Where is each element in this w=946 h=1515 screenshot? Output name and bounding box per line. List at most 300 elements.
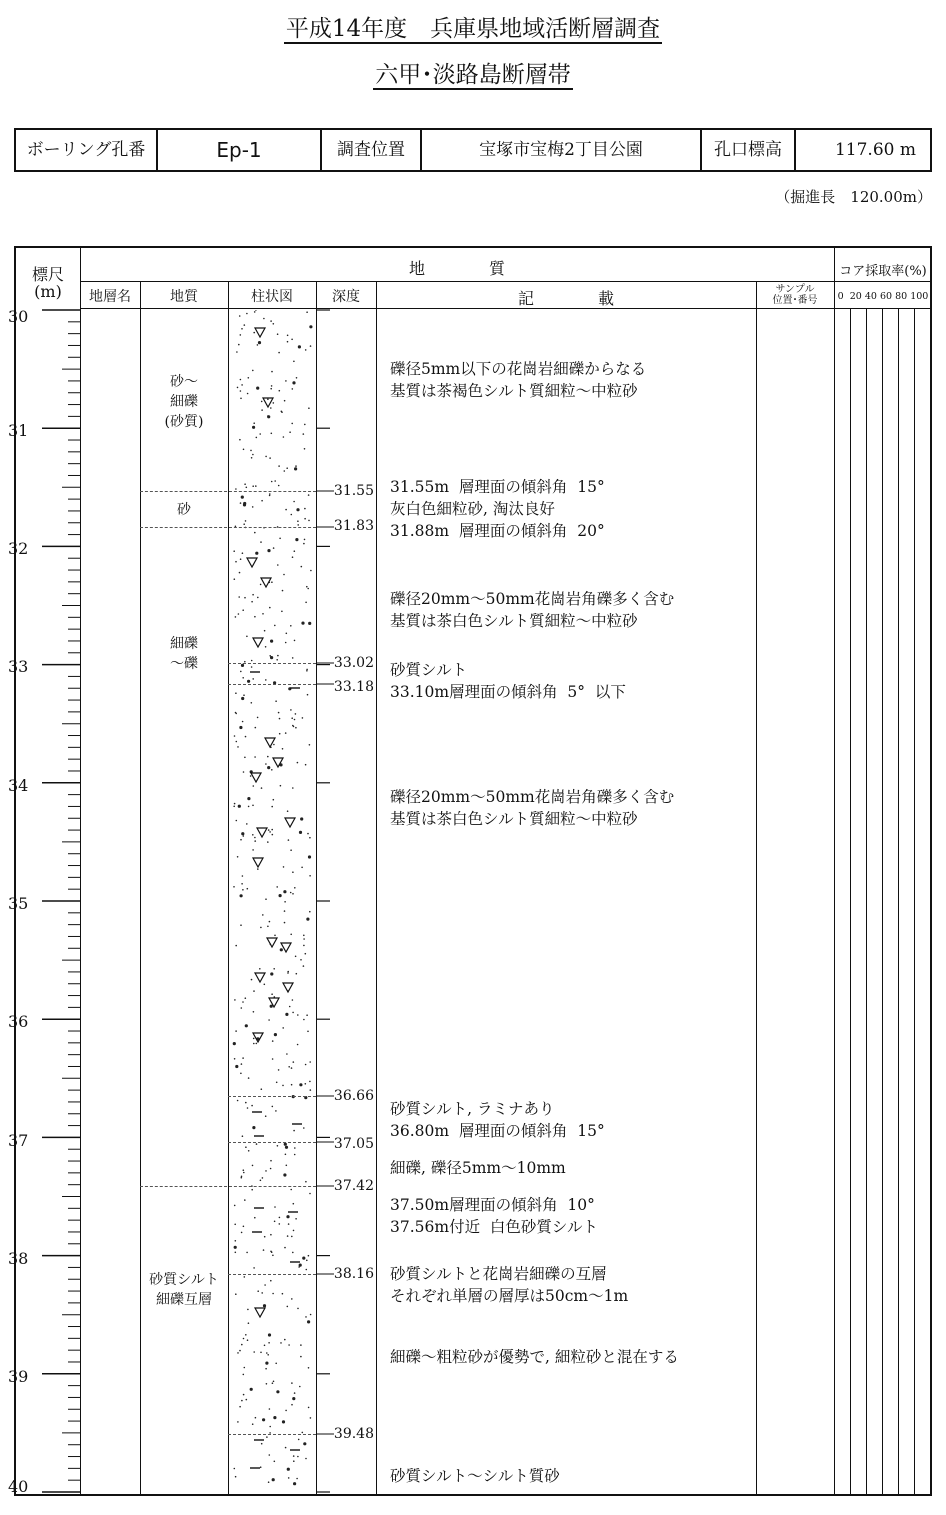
sand-dot bbox=[294, 467, 297, 470]
gravel-mark bbox=[285, 818, 295, 827]
sand-dot bbox=[252, 805, 254, 807]
depth-label: 37.05 bbox=[333, 1136, 374, 1152]
sand-dot bbox=[290, 849, 292, 851]
sand-dot bbox=[270, 1234, 272, 1236]
sand-dot bbox=[239, 315, 241, 317]
sand-dot bbox=[308, 520, 310, 522]
sand-dot bbox=[245, 1102, 247, 1104]
sand-dot bbox=[233, 1042, 236, 1045]
sand-dot bbox=[299, 831, 302, 834]
sand-dot bbox=[241, 697, 244, 700]
sand-dot bbox=[272, 1058, 274, 1060]
sand-dot bbox=[291, 1067, 293, 1069]
sand-dot bbox=[278, 485, 280, 487]
sand-dot bbox=[253, 1267, 255, 1269]
sand-dot bbox=[298, 1439, 300, 1441]
core-grid-80 bbox=[898, 308, 899, 1494]
boundary-37-05 bbox=[228, 1142, 316, 1143]
gravel-mark bbox=[265, 738, 275, 747]
sand-dot bbox=[307, 833, 309, 835]
sand-dot bbox=[233, 550, 235, 552]
sand-dot bbox=[241, 496, 244, 499]
location-value: 宝塚市宝梅2丁目公園 bbox=[422, 130, 702, 170]
sand-dot bbox=[252, 1423, 254, 1425]
sand-dot bbox=[243, 1226, 245, 1228]
sand-dot bbox=[267, 399, 269, 401]
sand-dot bbox=[279, 718, 281, 720]
core-grid-40 bbox=[866, 308, 867, 1494]
sand-dot bbox=[250, 1388, 253, 1391]
sand-dot bbox=[309, 837, 311, 839]
sand-dot bbox=[237, 856, 239, 858]
sand-dot bbox=[297, 520, 299, 522]
sand-dot bbox=[255, 1417, 257, 1419]
sand-dot bbox=[240, 1073, 242, 1075]
sand-dot bbox=[265, 1115, 267, 1117]
sand-dot bbox=[273, 1416, 276, 1419]
sand-dot bbox=[302, 1257, 305, 1260]
gravel-mark bbox=[253, 638, 263, 647]
sand-dot bbox=[234, 1058, 236, 1060]
sand-dot bbox=[274, 1206, 276, 1208]
sand-dot bbox=[253, 1351, 255, 1353]
sand-dot bbox=[248, 806, 250, 808]
sand-dot bbox=[255, 552, 258, 555]
sand-dot bbox=[270, 320, 272, 322]
boundary-33-18 bbox=[228, 684, 316, 685]
sand-dot bbox=[258, 341, 261, 344]
sand-dot bbox=[242, 889, 244, 891]
sand-dot bbox=[256, 387, 259, 390]
sand-dot bbox=[297, 1014, 299, 1016]
sand-dot bbox=[292, 657, 294, 659]
sand-dot bbox=[293, 1061, 295, 1063]
core-grid-60 bbox=[882, 308, 883, 1494]
sand-dot bbox=[292, 556, 294, 558]
sand-dot bbox=[233, 886, 235, 888]
sand-dot bbox=[303, 543, 305, 545]
sand-dot bbox=[266, 1383, 268, 1385]
sand-dot bbox=[236, 741, 238, 743]
sand-dot bbox=[251, 666, 253, 668]
sand-dot bbox=[300, 1344, 302, 1346]
sand-dot bbox=[287, 341, 289, 343]
sand-dot bbox=[290, 709, 292, 711]
sand-dot bbox=[297, 1456, 299, 1458]
sand-dot bbox=[294, 1154, 296, 1156]
sand-dot bbox=[309, 1081, 311, 1083]
sand-dot bbox=[310, 1417, 312, 1419]
sand-dot bbox=[242, 1001, 244, 1003]
sand-dot bbox=[261, 409, 263, 411]
sand-dot bbox=[288, 1344, 290, 1346]
sand-dot bbox=[253, 332, 255, 334]
sand-dot bbox=[251, 1105, 253, 1107]
sand-dot bbox=[274, 1221, 276, 1223]
elevation-value: 117.60 m bbox=[834, 140, 916, 160]
sand-dot bbox=[263, 1249, 265, 1251]
sand-dot bbox=[291, 1236, 293, 1238]
sand-dot bbox=[294, 1392, 296, 1394]
sand-dot bbox=[256, 1043, 258, 1045]
sand-dot bbox=[306, 311, 308, 313]
core-grid-20 bbox=[850, 308, 851, 1494]
sand-dot bbox=[243, 1394, 245, 1396]
gravel-mark bbox=[251, 773, 261, 782]
sand-dot bbox=[305, 953, 307, 955]
sand-dot bbox=[285, 509, 287, 511]
sand-dot bbox=[234, 1205, 236, 1207]
sand-dot bbox=[241, 1063, 243, 1065]
sand-dot bbox=[306, 1014, 308, 1016]
sand-dot bbox=[247, 1339, 249, 1341]
sand-dot bbox=[276, 1082, 278, 1084]
sand-dot bbox=[241, 1400, 243, 1402]
sand-dot bbox=[245, 1146, 247, 1148]
sand-dot bbox=[284, 400, 286, 402]
sand-dot bbox=[294, 640, 296, 642]
sand-dot bbox=[241, 1177, 243, 1179]
depth-label: 37.42 bbox=[333, 1178, 374, 1194]
description: 砂質シルト, ラミナあり 36.80m 層理面の傾斜角 15° bbox=[390, 1100, 605, 1140]
sand-dot bbox=[286, 1053, 288, 1055]
sand-dot bbox=[261, 1443, 263, 1445]
core-recovery-ticks: 0 20 40 60 80 100 bbox=[837, 291, 929, 302]
sand-dot bbox=[257, 344, 259, 346]
sand-dot bbox=[293, 1203, 295, 1205]
sand-dot bbox=[252, 370, 254, 372]
sand-dot bbox=[253, 1043, 255, 1045]
sand-dot bbox=[237, 746, 239, 748]
description: 礫径20mm～50mm花崗岩角礫多く含む 基質は茶白色シルト質細粒～中粒砂 bbox=[390, 788, 675, 828]
boundary-33-02 bbox=[228, 663, 316, 664]
borehole-value: Ep-1 bbox=[158, 130, 322, 170]
sand-dot bbox=[242, 677, 244, 679]
sand-dot bbox=[300, 959, 302, 961]
sand-dot bbox=[242, 552, 244, 554]
sand-dot bbox=[310, 1089, 312, 1091]
sand-dot bbox=[297, 1044, 299, 1046]
sand-dot bbox=[303, 965, 305, 967]
sand-dot bbox=[295, 465, 297, 467]
sand-dot bbox=[240, 390, 242, 392]
sand-dot bbox=[267, 766, 270, 769]
boundary-36-66 bbox=[228, 1096, 316, 1097]
sand-dot bbox=[291, 1084, 293, 1086]
sand-dot bbox=[277, 1145, 279, 1147]
sand-dot bbox=[242, 875, 244, 877]
description: 礫径20mm～50mm花崗岩角礫多く含む 基質は茶白色シルト質細粒～中粒砂 bbox=[390, 590, 675, 630]
description: 砂質シルトと花崗岩細礫の互層 それぞれ単層の層厚は50cm～1m bbox=[390, 1265, 629, 1305]
sand-dot bbox=[247, 888, 249, 890]
sand-dot bbox=[240, 671, 242, 673]
col-divider-description bbox=[756, 282, 757, 1494]
sand-dot bbox=[271, 806, 273, 808]
sand-dot bbox=[238, 805, 241, 808]
sand-dot bbox=[291, 1298, 293, 1300]
sand-dot bbox=[244, 597, 246, 599]
sand-dot bbox=[270, 640, 273, 643]
sand-dot bbox=[285, 1447, 287, 1449]
sand-dot bbox=[260, 584, 262, 586]
sand-dot bbox=[273, 799, 275, 801]
sand-dot bbox=[283, 866, 285, 868]
sand-dot bbox=[301, 566, 303, 568]
sand-dot bbox=[273, 547, 275, 549]
description: 細礫～粗粒砂が優勢で, 細粒砂と混在する bbox=[390, 1348, 679, 1366]
depth-label: 39.48 bbox=[333, 1426, 374, 1442]
sand-dot bbox=[285, 642, 287, 644]
sand-dot bbox=[248, 1322, 250, 1324]
sand-dot bbox=[246, 1252, 248, 1254]
sand-dot bbox=[265, 1362, 268, 1365]
sand-dot bbox=[299, 1083, 302, 1086]
scale-label-32: 32 bbox=[8, 539, 29, 558]
sand-dot bbox=[303, 1442, 306, 1445]
col-divider-depth bbox=[376, 282, 377, 1494]
sand-dot bbox=[270, 1280, 272, 1282]
sand-dot bbox=[274, 1033, 277, 1036]
sand-dot bbox=[242, 609, 244, 611]
sand-dot bbox=[264, 984, 266, 986]
sand-dot bbox=[243, 502, 246, 505]
sand-dot bbox=[287, 1235, 289, 1237]
sand-dot bbox=[262, 613, 264, 615]
sand-dot bbox=[305, 764, 307, 766]
sand-dot bbox=[240, 839, 242, 841]
description: 31.55m 層理面の傾斜角 15° 灰白色細粒砂, 淘汰良好 31.88m 層理面の傾斜角 20° bbox=[390, 478, 605, 540]
sand-dot bbox=[272, 1382, 274, 1384]
sand-dot bbox=[282, 1085, 284, 1087]
sand-dot bbox=[271, 829, 273, 831]
sand-dot bbox=[255, 485, 257, 487]
sand-dot bbox=[267, 549, 270, 552]
sand-dot bbox=[287, 335, 289, 337]
sand-dot bbox=[303, 938, 305, 940]
sand-dot bbox=[293, 1460, 295, 1462]
sand-dot bbox=[288, 1477, 290, 1479]
description: 砂質シルト 33.10m層理面の傾斜角 5° 以下 bbox=[390, 661, 626, 701]
sand-dot bbox=[270, 1160, 272, 1162]
sand-dot bbox=[268, 829, 270, 831]
boundary-31-55 bbox=[140, 491, 316, 492]
sand-dot bbox=[306, 1269, 308, 1271]
sand-dot bbox=[297, 762, 299, 764]
sand-dot bbox=[272, 1478, 275, 1481]
scale-label-30: 30 bbox=[8, 307, 29, 326]
sand-dot bbox=[294, 887, 296, 889]
sand-dot bbox=[241, 883, 243, 885]
sand-dot bbox=[256, 1143, 258, 1145]
scale-ticks bbox=[40, 300, 80, 1500]
sand-dot bbox=[252, 1126, 255, 1129]
layer-name-header: 地層名 bbox=[89, 289, 131, 305]
sand-dot bbox=[307, 1031, 309, 1033]
sand-dot bbox=[241, 832, 244, 835]
sand-dot bbox=[292, 1252, 294, 1254]
sand-dot bbox=[255, 727, 257, 729]
sand-dot bbox=[310, 1314, 312, 1316]
sand-dot bbox=[265, 646, 267, 648]
sand-dot bbox=[272, 1040, 274, 1042]
sand-dot bbox=[255, 310, 257, 311]
sand-dot bbox=[292, 1397, 295, 1400]
sand-dot bbox=[268, 1333, 271, 1336]
sand-dot bbox=[276, 659, 278, 661]
sand-dot bbox=[234, 1468, 236, 1470]
sand-dot bbox=[291, 514, 293, 516]
sand-dot bbox=[298, 345, 301, 348]
col-divider-scale bbox=[80, 248, 81, 1494]
elevation-label: 孔口標高 bbox=[702, 130, 796, 170]
sand-dot bbox=[309, 1193, 311, 1195]
sand-dot bbox=[243, 694, 245, 696]
sand-dot bbox=[235, 1030, 237, 1032]
sand-dot bbox=[240, 924, 242, 926]
sand-dot bbox=[265, 456, 267, 458]
sand-dot bbox=[235, 616, 237, 618]
sand-dot bbox=[279, 538, 281, 540]
sand-dot bbox=[269, 1426, 271, 1428]
scale-header: 標尺 bbox=[31, 265, 64, 284]
sand-dot bbox=[292, 999, 294, 1001]
sand-dot bbox=[245, 736, 247, 738]
lithology-unit: 砂～ 細礫 (砂質) bbox=[164, 374, 204, 430]
sand-dot bbox=[275, 700, 277, 702]
sand-dot bbox=[262, 1418, 265, 1421]
sand-dot bbox=[246, 636, 248, 638]
sand-dot bbox=[304, 508, 306, 510]
sand-dot bbox=[306, 670, 308, 672]
scale-label-34: 34 bbox=[8, 776, 29, 795]
sand-dot bbox=[273, 323, 275, 325]
sand-dot bbox=[292, 787, 294, 789]
sand-dot bbox=[261, 401, 263, 403]
sand-dot bbox=[234, 999, 236, 1001]
scale-label-39: 39 bbox=[8, 1367, 29, 1386]
scale-label-31: 31 bbox=[8, 421, 29, 440]
depth-label: 36.66 bbox=[333, 1088, 374, 1104]
sand-dot bbox=[308, 622, 311, 625]
sand-dot bbox=[279, 733, 281, 735]
sand-dot bbox=[278, 1069, 280, 1071]
depth-header: 深度 bbox=[332, 289, 360, 305]
sand-dot bbox=[250, 450, 252, 452]
sand-dot bbox=[271, 371, 273, 373]
depth-label: 33.18 bbox=[333, 679, 374, 695]
scale-label-37: 37 bbox=[8, 1131, 29, 1150]
sand-dot bbox=[307, 1320, 310, 1323]
sand-dot bbox=[239, 1406, 241, 1408]
sand-dot bbox=[280, 948, 283, 951]
scale-label-33: 33 bbox=[8, 657, 29, 676]
sand-dot bbox=[271, 433, 273, 435]
drilling-length: （掘進長 120.00m） bbox=[775, 188, 932, 206]
column-header: 柱状図 bbox=[251, 289, 293, 305]
description: 砂質シルト～シルト質砂 bbox=[390, 1467, 560, 1485]
sand-dot bbox=[268, 1481, 270, 1483]
sand-dot bbox=[304, 539, 306, 541]
lithology-unit: 砂質シルト 細礫互層 bbox=[149, 1272, 219, 1308]
sand-dot bbox=[307, 694, 309, 696]
sand-dot bbox=[260, 1466, 262, 1468]
sand-dot bbox=[261, 1292, 263, 1294]
sand-dot bbox=[239, 572, 241, 574]
sand-dot bbox=[306, 918, 309, 921]
sand-dot bbox=[308, 407, 310, 409]
sand-dot bbox=[241, 664, 244, 667]
sand-dot bbox=[305, 349, 307, 351]
sand-dot bbox=[284, 901, 286, 903]
sand-dot bbox=[235, 488, 237, 490]
sand-dot bbox=[295, 727, 297, 729]
sand-dot bbox=[279, 1217, 281, 1219]
sand-dot bbox=[247, 1107, 249, 1109]
sand-dot bbox=[305, 1316, 307, 1318]
sand-dot bbox=[235, 1240, 237, 1242]
sand-dot bbox=[299, 1264, 302, 1267]
stratigraphic-column bbox=[230, 310, 315, 1494]
sand-dot bbox=[237, 1100, 239, 1102]
sand-dot bbox=[247, 680, 250, 683]
page-subtitle: 六甲･淡路島断層帯 bbox=[375, 62, 571, 88]
sand-dot bbox=[244, 483, 246, 485]
sand-dot bbox=[269, 831, 271, 833]
sand-dot bbox=[265, 679, 267, 681]
sand-dot bbox=[268, 1342, 270, 1344]
sand-dot bbox=[278, 352, 280, 354]
core-grid-100 bbox=[914, 308, 915, 1494]
sand-dot bbox=[285, 1154, 287, 1156]
sand-dot bbox=[273, 1381, 275, 1383]
sand-dot bbox=[243, 1172, 245, 1174]
sand-dot bbox=[295, 956, 297, 958]
sand-dot bbox=[283, 574, 285, 576]
sand-dot bbox=[284, 1247, 286, 1249]
sand-dot bbox=[280, 1342, 282, 1344]
sand-dot bbox=[234, 1224, 236, 1226]
sand-dot bbox=[240, 379, 242, 381]
gravel-mark bbox=[255, 973, 265, 982]
sand-dot bbox=[304, 448, 306, 450]
sand-dot bbox=[272, 1255, 274, 1257]
sand-dot bbox=[239, 439, 241, 441]
sand-dot bbox=[235, 692, 237, 694]
gravel-mark bbox=[257, 828, 267, 837]
sand-dot bbox=[309, 911, 311, 913]
sand-dot bbox=[257, 868, 259, 870]
sand-dot bbox=[275, 1363, 277, 1365]
sand-dot bbox=[243, 449, 245, 451]
sand-dot bbox=[285, 380, 287, 382]
sand-dot bbox=[292, 725, 294, 727]
sand-dot bbox=[243, 523, 245, 525]
sand-dot bbox=[285, 1013, 288, 1016]
sand-dot bbox=[297, 1308, 299, 1310]
description: 37.50m層理面の傾斜角 10° 37.56m付近 白色砂質シルト bbox=[390, 1196, 599, 1236]
sand-dot bbox=[252, 594, 254, 596]
sand-dot bbox=[236, 351, 238, 353]
sand-dot bbox=[265, 898, 267, 900]
depth-ticks bbox=[316, 300, 376, 1500]
sand-dot bbox=[292, 1012, 294, 1014]
sand-dot bbox=[282, 748, 284, 750]
sand-dot bbox=[238, 344, 240, 346]
sand-dot bbox=[250, 775, 252, 777]
sand-dot bbox=[289, 1006, 291, 1008]
sand-dot bbox=[285, 1410, 287, 1412]
sand-dot bbox=[305, 1083, 307, 1085]
